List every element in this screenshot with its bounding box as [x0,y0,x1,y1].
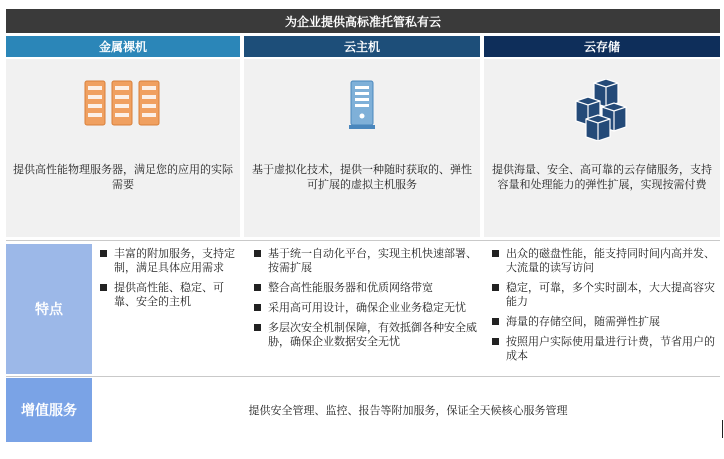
bullet-icon [254,250,261,257]
list-item: 海量的存储空间，随需弹性扩展 [492,315,720,329]
bullet-icon [254,284,261,291]
bullet-icon [492,318,499,325]
column-header-cloud-storage: 云存储 [484,36,720,57]
product-cell-bare-metal [6,59,240,237]
features-list-bare-metal [100,247,240,315]
text-cursor [722,420,723,438]
server-rack-icon [83,79,163,131]
value-added-services-text: 提供安全管理、监控、报告等附加服务，保证全天候核心服务管理 [248,404,568,417]
product-cell-cloud-host [244,59,480,237]
list-item: 多层次安全机制保障，有效抵御各种安全威胁，确保企业数据安全无忧 [254,321,480,349]
column-header-cloud-host: 云主机 [244,36,480,57]
features-list-cloud-storage [492,247,720,369]
product-description: 提供海量、安全、高可靠的云存储服务，支持容量和处理能力的弹性扩展，实现按需付费 [492,163,712,191]
divider [6,376,720,377]
list-item: 出众的磁盘性能，能支持同时间内高并发、大流量的读写访问 [492,247,720,275]
list-item: 提供高性能、稳定、可靠、安全的主机 [100,281,240,309]
product-description: 提供高性能物理服务器，满足您的应用的实际需要 [13,163,233,191]
list-item: 按照用户实际使用量进行计费，节省用户的成本 [492,335,720,363]
bullet-icon [100,284,107,291]
page-title: 为企业提供高标准托管私有云 [6,9,720,33]
bullet-icon [492,284,499,291]
cloud-host-tower-icon [347,79,377,135]
list-item: 基于统一自动化平台，实现主机快速部署、按需扩展 [254,247,480,275]
product-cell-cloud-storage [484,59,720,237]
list-item: 丰富的附加服务，支持定制，满足具体应用需求 [100,247,240,275]
bullet-icon [254,324,261,331]
bullet-icon [100,250,107,257]
divider [6,240,720,241]
list-item: 采用高可用设计，确保企业业务稳定无忧 [254,301,480,315]
list-item: 整合高性能服务器和优质网络带宽 [254,281,480,295]
value-added-services-label: 增值服务 [6,378,92,442]
storage-cubes-icon [572,79,632,145]
features-list-cloud-host [254,247,480,355]
features-row-label: 特点 [6,244,92,374]
list-item: 稳定，可靠，多个实时副本，大大提高容灾能力 [492,281,720,309]
column-header-bare-metal: 金属裸机 [6,36,240,57]
product-description: 基于虚拟化技术，提供一种随时获取的、弹性可扩展的虚拟主机服务 [252,163,472,191]
bullet-icon [492,338,499,345]
bullet-icon [492,250,499,257]
bullet-icon [254,304,261,311]
